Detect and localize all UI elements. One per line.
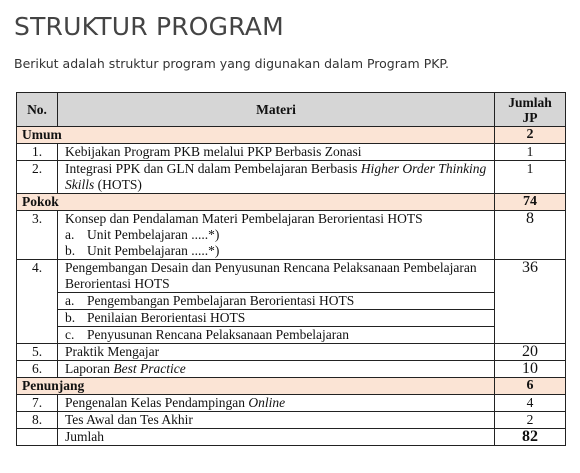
- header-jumlah-jp: [495, 93, 566, 127]
- group-row-umum: [17, 127, 566, 144]
- row-materi: [58, 161, 495, 194]
- row-jp: 1: [495, 144, 566, 161]
- row-jp: 1: [495, 161, 566, 194]
- group-label: Penunjang: [17, 378, 495, 395]
- table-row: [17, 361, 566, 378]
- materi-text: Pengenalan Kelas Pendampingan: [65, 395, 249, 410]
- program-structure-table: [16, 92, 566, 446]
- row-materi: [58, 211, 495, 260]
- row-number: 2.: [17, 161, 58, 194]
- group-row-penunjang: [17, 378, 566, 395]
- materi-text: Integrasi PPK dan GLN dalam Pembelajaran Berbasis: [65, 161, 361, 176]
- table-row: [17, 260, 566, 344]
- row-number: 3.: [17, 211, 58, 260]
- row-number: 1.: [17, 144, 58, 161]
- sub-text: Penilaian Berorientasi HOTS: [87, 310, 246, 325]
- table-row: [17, 344, 566, 361]
- sub-text: Unit Pembelajaran .....*): [87, 243, 220, 258]
- header-no: No.: [17, 93, 58, 127]
- row-jp: 36: [495, 260, 566, 344]
- page-subtitle: Berikut adalah struktur program yang digunakan dalam Program PKP.: [14, 56, 449, 71]
- sub-item: [58, 326, 494, 343]
- materi-text: Konsep dan Pendalaman Materi Pembelajaran Berorientasi HOTS: [65, 211, 423, 226]
- sub-letter: a.: [65, 227, 75, 242]
- total-label: Jumlah: [58, 429, 495, 446]
- row-materi: [58, 395, 495, 412]
- row-jp: 2: [495, 412, 566, 429]
- row-number: 8.: [17, 412, 58, 429]
- row-number: 6.: [17, 361, 58, 378]
- total-jp: 82: [495, 429, 566, 446]
- row-jp: 4: [495, 395, 566, 412]
- sub-item: [58, 292, 494, 309]
- table-row: [17, 161, 566, 194]
- page-title: STRUKTUR PROGRAM: [14, 12, 284, 41]
- sub-item: [65, 227, 489, 243]
- group-label: Umum: [17, 127, 495, 144]
- row-jp: 8: [495, 211, 566, 260]
- header-jp-line2: JP: [522, 109, 538, 125]
- materi-text: (HOTS): [94, 177, 142, 192]
- sub-item: [65, 243, 489, 259]
- group-jp: 74: [495, 194, 566, 211]
- table-row: [17, 412, 566, 429]
- materi-italic: Best Practice: [113, 361, 186, 376]
- row-jp: 10: [495, 361, 566, 378]
- group-row-pokok: [17, 194, 566, 211]
- header-jp-line1: Jumlah: [508, 94, 552, 110]
- materi-text: Pengembangan Desain dan Penyusunan Rencana Pelaksanaan Pembelajaran Berorientasi HOTS: [65, 260, 477, 291]
- total-row: [17, 429, 566, 446]
- row-materi: Kebijakan Program PKB melalui PKP Berbasis Zonasi: [58, 144, 495, 161]
- materi-italic: Online: [248, 395, 286, 410]
- sub-text: Pengembangan Pembelajaran Berorientasi HOTS: [87, 293, 355, 308]
- row-number: 7.: [17, 395, 58, 412]
- sub-letter: b.: [65, 243, 76, 258]
- group-jp: 6: [495, 378, 566, 395]
- row-number: 5.: [17, 344, 58, 361]
- group-label: Pokok: [17, 194, 495, 211]
- row-materi: [58, 361, 495, 378]
- table-row: [17, 211, 566, 260]
- materi-text: Laporan: [65, 361, 114, 376]
- materi-italic: Higher Order Thinking Skills: [65, 161, 487, 192]
- sub-letter: c.: [65, 327, 75, 342]
- sub-letter: b.: [65, 310, 76, 325]
- table-row: [17, 395, 566, 412]
- total-empty-cell: [17, 429, 58, 446]
- header-materi: Materi: [58, 93, 495, 127]
- sub-letter: a.: [65, 293, 75, 308]
- row-materi: [58, 260, 495, 344]
- table-row: [17, 144, 566, 161]
- sub-text: Penyusunan Rencana Pelaksanaan Pembelajaran: [87, 327, 350, 342]
- sub-item: [58, 309, 494, 326]
- sub-text: Unit Pembelajaran .....*): [87, 227, 220, 242]
- table-header-row: [17, 93, 566, 127]
- row-materi: Praktik Mengajar: [58, 344, 495, 361]
- row-materi: Tes Awal dan Tes Akhir: [58, 412, 495, 429]
- row-number: 4.: [17, 260, 58, 344]
- row-jp: 20: [495, 344, 566, 361]
- group-jp: 2: [495, 127, 566, 144]
